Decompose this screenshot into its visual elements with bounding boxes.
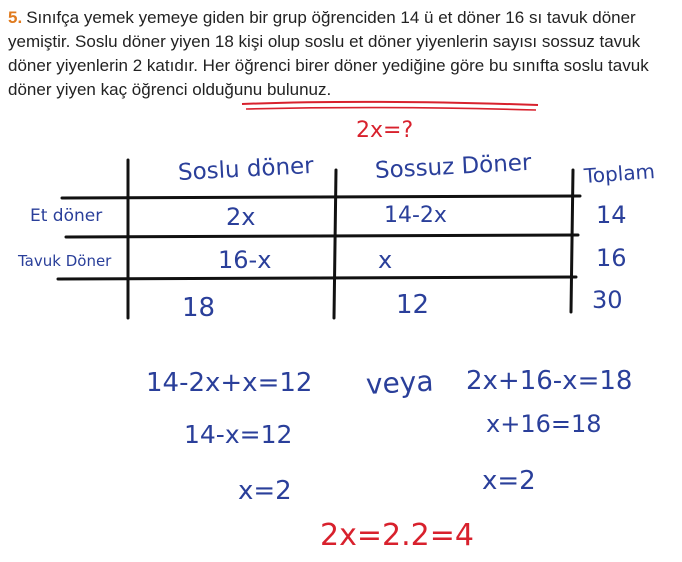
row-label-et-doner: Et döner	[30, 206, 103, 226]
col-header-soslu: Soslu döner	[177, 152, 315, 186]
cell-tavuk-toplam: 16	[596, 244, 627, 272]
note-2x-question: 2x=?	[356, 118, 414, 143]
solution-left-line-1: 14-2x+x=12	[146, 368, 313, 398]
or-word-veya: veya	[365, 364, 435, 401]
cell-tavuk-soslu: 16-x	[218, 246, 272, 274]
cell-tavuk-sossuz: x	[378, 246, 393, 274]
question-body: Sınıfça yemek yemeye giden bir grup öğrenciden 14 ü et döner 16 sı tavuk döner yemiştir. Soslu döner yiyen 18 kişi olup soslu et döner yiyenlerin sayısı sossuz tavuk döner yiyenlerin 2 katıdır. Her öğrenci birer döner yediğine göre bu sınıfta soslu tavuk döner yiyen kaç öğrenci olduğunu bulunuz.	[8, 8, 649, 99]
cell-et-sossuz: 14-2x	[384, 203, 447, 228]
solution-right-line-3: x=2	[482, 466, 536, 496]
total-sossuz: 12	[396, 290, 430, 320]
solution-right-line-1: 2x+16-x=18	[466, 366, 633, 396]
row-label-tavuk-doner: Tavuk Döner	[18, 252, 112, 270]
cell-et-soslu: 2x	[226, 203, 256, 231]
total-soslu: 18	[182, 293, 216, 323]
solution-right-line-2: x+16=18	[486, 410, 602, 438]
solution-left-line-3: x=2	[238, 476, 292, 506]
final-answer: 2x=2.2=4	[320, 518, 474, 553]
col-header-sossuz: Sossuz Döner	[374, 149, 533, 184]
solution-left-line-2: 14-x=12	[184, 420, 293, 449]
total-toplam: 30	[592, 286, 623, 314]
question-number: 5.	[8, 8, 23, 27]
cell-et-toplam: 14	[596, 201, 627, 229]
col-header-toplam: Toplam	[583, 159, 656, 188]
